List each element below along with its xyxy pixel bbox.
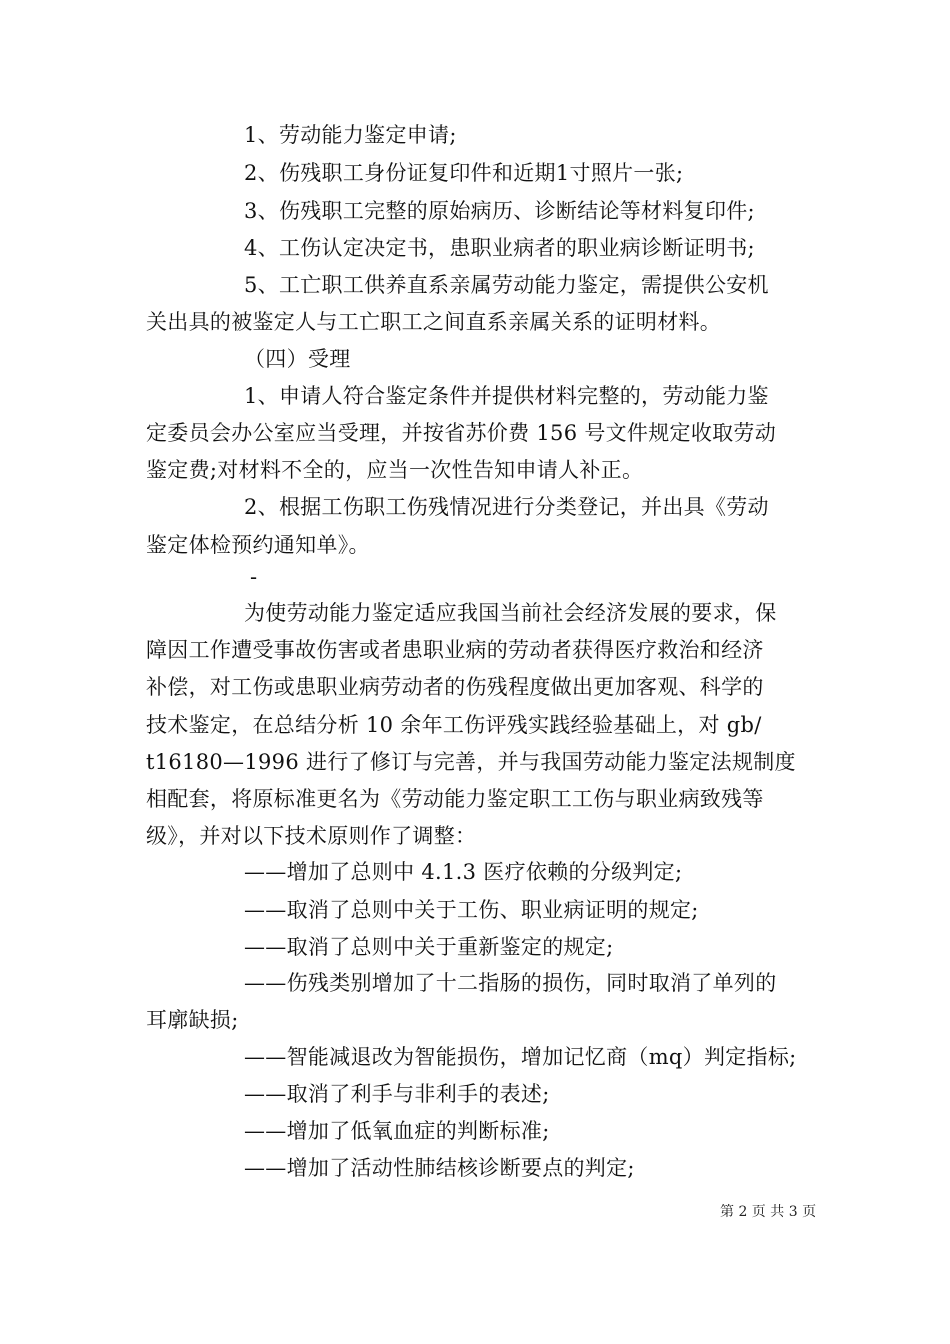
paragraph-intro: 为使劳动能力鉴定适应我国当前社会经济发展的要求，保 [244, 601, 777, 625]
change-item: ——智能减退改为智能损伤，增加记忆商（mq）判定指标; [244, 1045, 797, 1069]
change-item-cont: 耳廓缺损; [146, 1008, 239, 1032]
change-item: ——取消了利手与非利手的表述; [244, 1082, 550, 1106]
paragraph-intro-cont: t16180—1996 进行了修订与完善，并与我国劳动能力鉴定法规制度 [146, 750, 796, 774]
change-item: ——伤残类别增加了十二指肠的损伤，同时取消了单列的 [244, 971, 777, 995]
list-item-dependents: 5、工亡职工供养直系亲属劳动能力鉴定，需提供公安机 [244, 273, 769, 297]
list-item-medical-records: 3、伤残职工完整的原始病历、诊断结论等材料复印件; [244, 199, 755, 223]
paragraph-intro-cont: 相配套，将原标准更名为《劳动能力鉴定职工工伤与职业病致残等 [146, 787, 764, 811]
section-heading-acceptance: （四）受理 [244, 347, 351, 371]
change-item: ——增加了低氧血症的判断标准; [244, 1119, 550, 1143]
change-item: ——取消了总则中关于重新鉴定的规定; [244, 935, 614, 959]
paragraph-acceptance-2: 2、根据工伤职工伤残情况进行分类登记，并出具《劳动 [244, 495, 769, 519]
paragraph-intro-cont: 障因工作遭受事故伤害或者患职业病的劳动者获得医疗救治和经济 [146, 638, 764, 662]
change-item: ——增加了活动性肺结核诊断要点的判定; [244, 1156, 635, 1180]
list-item-apply: 1、劳动能力鉴定申请; [244, 123, 457, 147]
paragraph-acceptance-1-cont: 鉴定费;对材料不全的，应当一次性告知申请人补正。 [146, 458, 644, 482]
paragraph-intro-cont: 技术鉴定，在总结分析 10 余年工伤评残实践经验基础上，对 gb/ [146, 713, 762, 737]
list-item-id-copy: 2、伤残职工身份证复印件和近期1寸照片一张; [244, 161, 684, 185]
list-item-dependents-cont: 关出具的被鉴定人与工亡职工之间直系亲属关系的证明材料。 [146, 310, 722, 334]
page-number-footer: 第 2 页 共 3 页 [720, 1204, 817, 1220]
change-item: ——取消了总则中关于工伤、职业病证明的规定; [244, 898, 699, 922]
paragraph-acceptance-1: 1、申请人符合鉴定条件并提供材料完整的，劳动能力鉴 [244, 384, 769, 408]
list-item-injury-decision: 4、工伤认定决定书，患职业病者的职业病诊断证明书; [244, 236, 755, 260]
paragraph-intro-cont: 级》，并对以下技术原则作了调整： [146, 824, 477, 848]
paragraph-acceptance-1-cont: 定委员会办公室应当受理，并按省苏价费 156 号文件规定收取劳动 [146, 421, 777, 445]
change-item: ——增加了总则中 4.1.3 医疗依赖的分级判定; [244, 860, 683, 884]
separator-dash: - [250, 565, 258, 589]
paragraph-intro-cont: 补偿，对工伤或患职业病劳动者的伤残程度做出更加客观、科学的 [146, 675, 764, 699]
paragraph-acceptance-2-cont: 鉴定体检预约通知单》。 [146, 533, 370, 557]
